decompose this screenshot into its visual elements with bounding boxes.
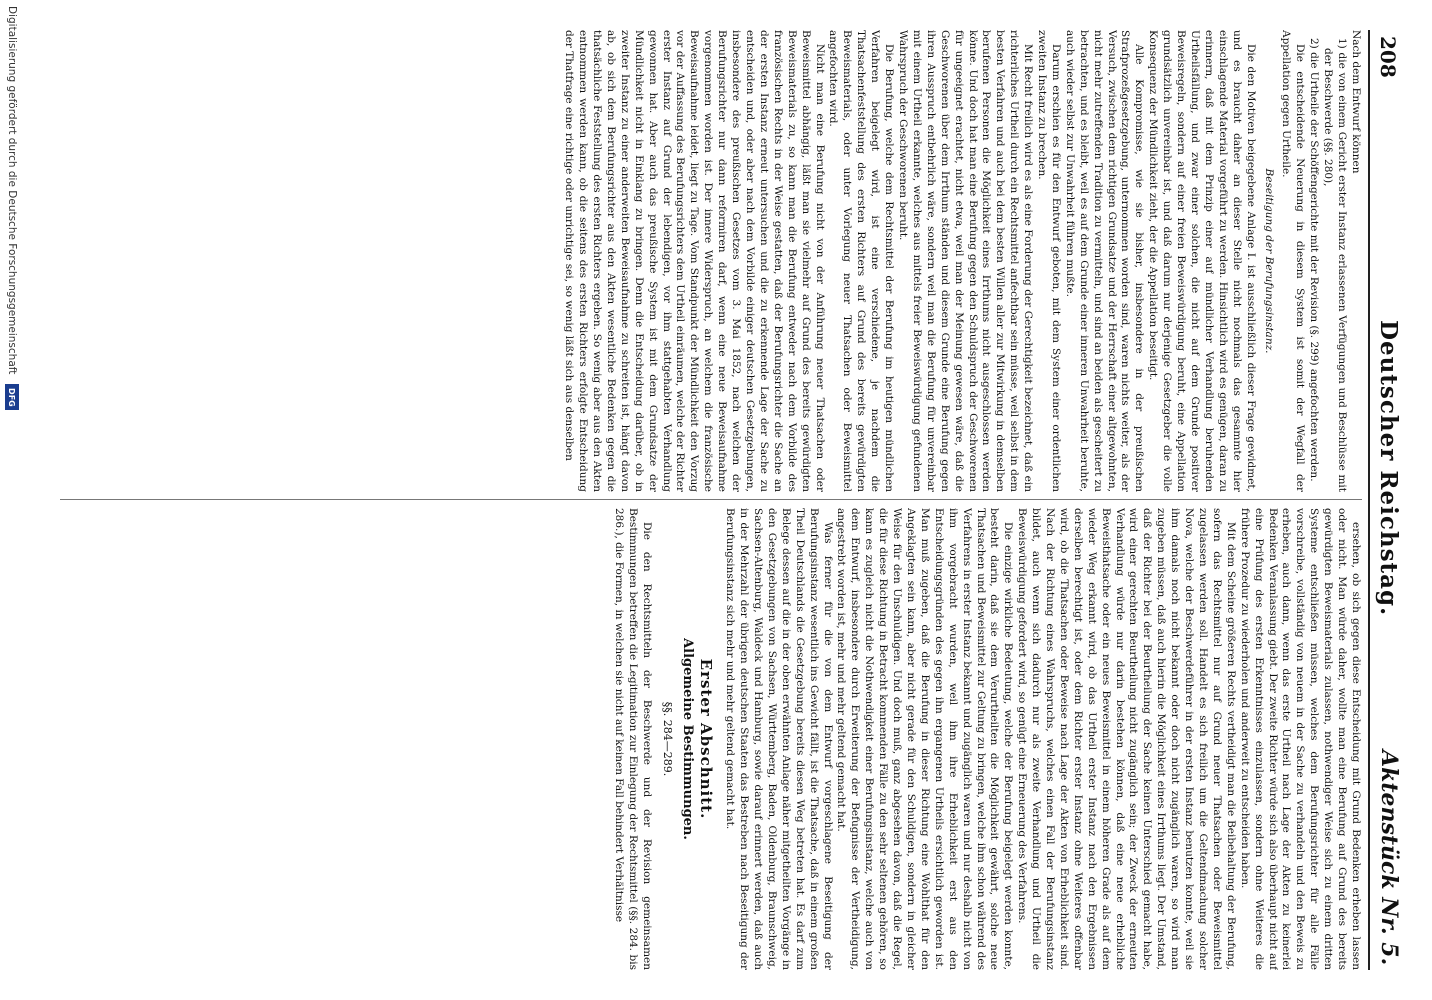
section-heading: §§. 284—289. — [661, 701, 675, 777]
page-number: 208 — [1376, 36, 1400, 78]
left-column — [60, 30, 1362, 492]
paragraph: 1) die von einem Gericht erster Instanz erlassenen Verfügungen und Beschlüsse mit der Beschwerde (§§. 280), — [1322, 38, 1349, 492]
paragraph: Darum erschien es für den Entwurf geboten, mit dem System einer ordentlichen zweiten Instanz zu brechen. — [1036, 30, 1062, 492]
paragraph: Mit Recht freilich wird es als eine Forderung der Gerechtigkeit bezeichnet, daß ein richterliches Urtheil durch ein Rechtsmittel anfechtbar sein müsse, weil selbst in dem besten Verfahren und auch bei dem besten Willen aller zur Mitwirkung in demselben berufenen Personen die Möglichkeit eines Irrthums nicht ausgeschlossen werden könne. Und doch hat man eine Berufung gegen den Schuldspruch der Geschworenen für ungeeignet erachtet, nicht etwa, weil man der Meinung gewesen wäre, daß die Geschworenen über dem Irrthum ständen und diesem Grunde eine Berufung gegen ihren Ausspruch entbehrlich wäre, sondern weil man die Berufung für unvereinbar mit einem Urtheil erkannte, welches aus mittels freier Beweiswürdigung gefundenen Wahrspruch der Geschworenen beruht. — [897, 30, 1035, 492]
page-header — [1374, 30, 1402, 980]
column-divider — [60, 499, 1362, 500]
paragraph: Mit dem Scheine größeren Rechts vertheidigt man die Beibehaltung der Berufung, sofern das Rechtsmittel nur auf Grund neuer Thatsachen oder Beweismittel zugelassen werden soll. Handelt es sich freilich um die Geltendmachung solcher Nova, welche der Beschwerdeführer in der ersten Instanz benutzen konnte, weil sie ihm damals noch nicht bekannt oder doch nicht zugänglich waren, so wird man zugeben müssen, daß auch hierin die Möglichkeit eines Irrthums liegt. Der Umstand, daß der Richter bei der Beurtheilung der Sache keinen Unterschied gemacht habe, wird einer gerechten Beurtheilung nicht zugänglich sein; der Zweck der erneuten Verhandlung würde nur darin bestehen können, daß eine neue erhebliche Beweisthatsache oder ein neues Beweismittel in einem höheren Grade als auf dem wieder Weg erkannt wird, ob das Urtheil erster Instanz nach den Ergebnissen derselben berechtigt ist, oder dem Richter erster Instanz ohne Weiteres offenbar wird, ob die Thatsachen oder Beweise nach Lage der Akten von Erheblichkeit sind. Nach der Richtung eines Wahrspruchs, welches einen Fall der Berufungsinstanz bildet, auch wenn sich dadurch nur als zweite Verhandlung und Urtheil die Beweiswürdigung gefordert wird, so genügt eine Erneuerung des Verfahrens. — [1016, 508, 1237, 970]
paragraph: Die den Rechtsmitteln der Beschwerde und der Revision gemeinsamen Bestimmungen betreffen die Legitimation zur Einlegung der Rechtsmittel (§§. 284. bis 286.), die Formen, in welchen sie nicht auf keinen Fall behindert Verhältnisse — [612, 508, 653, 970]
section-heading: Allgemeine Bestimmungen. — [680, 638, 696, 840]
paragraph: 2) die Urtheile der Schöffengerichte mit der Revision (§. 299) angefochten werden. — [1308, 38, 1321, 482]
paragraph: Nicht man eine Berufung nicht von der Anführung neuer Thatsachen oder Beweismittel abhängig, läßt man sie vielmehr auf Grund des bereits gewürdigten Beweismaterials zu, so kann man die Berufung entweder nach dem Vorbilde des französischen Rechts in der Weise gestatten, daß der Berufungsrichter die Sache an der ersten Instanz erneut untersuchen und die zu erkennende Lage der Sache zu entscheiden und, oder aber nach dem Vorbilde einiger deutschen Gesetzgebungen, insbesondere des preußischen Gesetzes vom 3. Mai 1852, nach welchen der Berufungsrichter nur dann reformiren darf, wenn eine neue Beweisaufnahme vorgenommen worden ist. Der innere Widerspruch, an welchem die französische Beweisaufnahme leidet, liegt zu Tage. Vom Standpunkt der Mündlichkeit den Vorzug vor der Auffassung des Berufungsrichters dem Urtheil einräumen, welche der Richter erster Instanz auf Grund der lebendigen, vor ihm stattgehabten Verhandlung gewonnen hat. Aber auch das preußische System ist mit dem Grundsatze der Mündlichkeit nicht in Einklang zu bringen. Denn die Entscheidung darüber, ob in zweiter Instanz zu einer anderweiten Beweisaufnahme zu schreiten ist, hängt davon ab, ob sich dem Berufungsrichter aus den Akten wesentliche Bedenken gegen die thatsächliche Feststellung des ersten Richters ergeben. So wenig aber aus den Akten entnommen werden kann, ob die seitens des ersten Richters erfolgte Entscheidung der Thatfrage eine richtige oder unrichtige sei, so wenig läßt sich aus denselben — [563, 30, 826, 492]
credit-text: Digitalisierung gefördert durch die Deutsche Forschungsgemeinschaft — [6, 6, 18, 375]
paragraph: ersehen, ob sich gegen diese Entscheidung mit Grund Bedenken erheben lassen oder nicht. Man würde daher, wollte man eine Berufung auf Grund des bereits gewürdigten Beweismaterials zulassen, nothwendiger Weise sich zu einem dritten Systeme entschließen müssen, welches dem Berufungsrichter für alle Fälle vorschreibe, vollständig von neuem in der Sache zu verhandeln und den Beweis zu erheben, auch dann, wenn das erste Urtheil nach Lage der Akten zu keinerlei Bedenken Veranlassung giebt. Der zweite Richter würde sich also überhaupt nicht auf eine Prüfung des ersten Erkenntnisses einzulassen, sondern ohne Weiteres die frühere Prozedur zu wiederholen und anderweit zu entscheiden haben. — [1238, 508, 1362, 970]
paragraph: Nach dem Entwurf können — [1350, 30, 1362, 174]
digitization-credit — [0, 6, 24, 996]
document-reference: Aktenstück Nr. 5. — [1376, 750, 1402, 966]
section-heading: Erster Abschnitt. — [697, 658, 716, 820]
header-rule — [1368, 30, 1370, 970]
paragraph: Was ferner für die von dem Entwurf vorgeschlagene Beseitigung der Berufungsinstanz wesentlich ins Gewicht fällt, ist die Thatsache, daß in einem großen Theil Deutschlands die Gesetzgebung bereits diesen Weg betreten hat. Es darf zum Belege dessen auf die in der oben erwähnten Anlage näher mitgetheilten Vorgänge in den Gesetzgebungen von Sachsen, Württemberg, Baden, Oldenburg, Braunschweig, Sachsen-Altenburg, Waldeck und Hamburg, sowie darauf erinnert werden, daß auch in der Mehrzahl der übrigen deutschen Staaten das Bestreben nach Beseitigung der Berufungsinstanz sich mehr und mehr geltend gemacht hat. — [724, 508, 834, 970]
paragraph: Die einzige wirkliche Bedeutung, welche der Berufung beigelegt werden konnte, besteht darin, daß sie dem Verurtheilten die Möglichkeit gewährt, solche neue Thatsachen und Beweismittel zur Geltung zu bringen, welche ihm schon während des Verfahrens in erster Instanz bekannt und zugänglich waren und nur deshalb nicht von ihm vorgebracht wurden, weil ihm ihre Erheblichkeit erst aus den Entscheidungsgründen des gegen ihn ergangenen Urtheils ersichtlich geworden ist. Man muß zugeben, daß die Berufung in dieser Richtung eine Wohlthat für den Angeklagten sein kann, aber nicht gerade für den Schuldigen, sondern in gleicher Weise für den Unschuldigen. Und doch muß, ganz abgesehen davon, daß die Regel, die für diese Richtung in Betracht kommenden Fälle zu den sehr seltenen gehören, so kann es zugleich nicht die Nothwendigkeit einer Berufungsinstanz, welche auch von dem Entwurf, insbesondere durch Erweiterung der Befugnisse der Vertheidigung, angestrebt worden ist, mehr und mehr geltend gemacht hat. — [835, 508, 1015, 970]
right-column — [60, 508, 1362, 970]
paragraph: Die Berufung, welche dem Rechtsmittel der Berufung im heutigen mündlichen Verfahren beigelegt wird, ist eine verschiedene, je nachdem die Thatsachenfeststellung des ersten Richters auf Grund des bereits gewürdigten Beweismaterials, oder unter Vorlegung neuer Thatsachen oder Beweismittel angefochten wird. — [827, 30, 896, 492]
paragraph: Die entscheidende Neuerung in diesem System ist somit der Wegfall der Appellation gegen Urtheile. — [1280, 30, 1307, 492]
page-title: Deutscher Reichstag. — [1375, 320, 1402, 617]
paragraph: Die den Motiven beigegebene Anlage I. ist ausschließlich dieser Frage gewidmet, und es braucht daher an dieser Stelle nicht nochmals das gesammte hier einschlagende Material vorgeführt zu werden. Hinsichtlich wird es genügen, daran zu erinnern, daß mit dem Prinzip einer auf mündlicher Verhandlung beruhenden Urtheilsfällung, und zwar einer solchen, die nicht auf dem Grunde positiver Beweisregeln, sondern auf einer freien Beweiswürdigung beruht, eine Appellation grundsätzlich unvereinbar ist, und daß darum nur derjenige Gesetzgeber die volle Konsequenz der Mündlichkeit zieht, der die Appellation beseitigt. — [1147, 30, 1257, 492]
paragraph: Alle Kompromisse, wie sie bisher, insbesondere in der preußischen Strafprozeßgesetzgebung, unternommen worden sind, waren nichts weiter, als der Versuch, zwischen dem richtigen Grundsatze und der Herrschaft einer altgewohnten, nicht mehr zutreffenden Tradition zu vermitteln, und sind an beiden als gescheitert zu betrachten, und es bleibt, weil es auf dem Grunde einer inneren Unwahrheit beruhte, auch wieder selbst zur Unwahrheit führen mußte. — [1063, 30, 1146, 492]
section-heading: Beseitigung der Berufungsinstanz. — [1262, 168, 1275, 354]
dfg-logo: DFG — [5, 384, 19, 410]
